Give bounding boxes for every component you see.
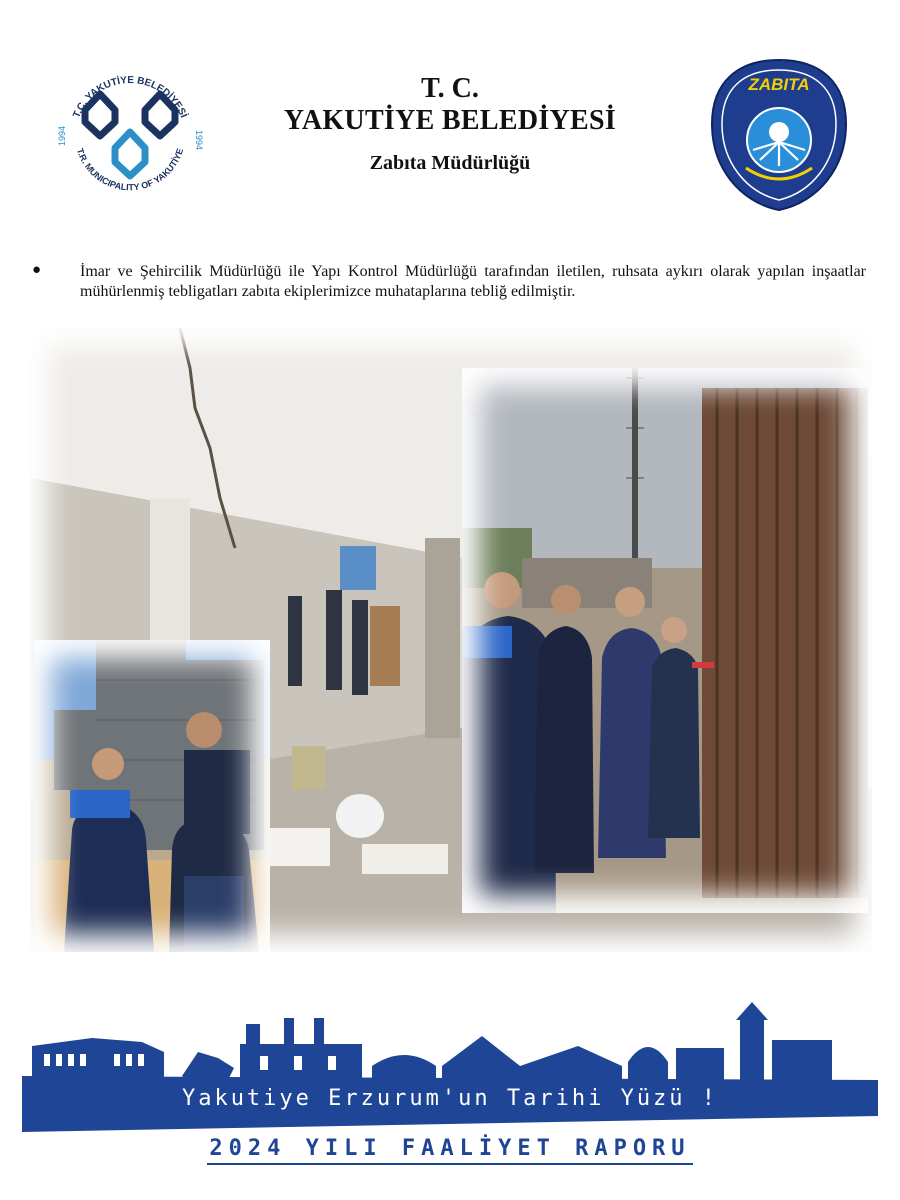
svg-text:1994: 1994 (194, 130, 204, 151)
svg-text:1994: 1994 (57, 125, 67, 146)
bullet-text: İmar ve Şehircilik Müdürlüğü ile Yapı Kontrol Müdürlüğü tarafından iletilen, ruhsata aykırı olarak yapılan inşaatlar mühürlenmiş tebligatları zabıta ekiplerimizce muhataplarına tebliğ edilmiştir. (80, 263, 866, 300)
city-skyline-banner (22, 996, 878, 1132)
svg-text:T.R. MUNICIPALITY OF YAKUTİYE: T.R. MUNICIPALITY OF YAKUTİYE (74, 147, 186, 193)
corrugated-wall-sealing-photo (462, 368, 868, 913)
zabita-badge-logo (708, 56, 850, 214)
banner-slogan: Yakutiye Erzurum'un Tarihi Yüzü ! (181, 1086, 719, 1111)
header-municipality-name: YAKUTİYE BELEDİYESİ (283, 105, 617, 136)
header-line-tc: T. C. (421, 73, 479, 104)
bullet-marker: ● (32, 262, 42, 278)
brick-sealing-photo (34, 640, 270, 952)
header-department: Zabıta Müdürlüğü (369, 152, 531, 174)
document-header (250, 74, 650, 175)
report-title-text: 2024 YILI FAALİYET RAPORU (207, 1136, 692, 1165)
photo-collage (30, 328, 872, 952)
municipality-logo (55, 58, 205, 218)
svg-text:ZABITA: ZABITA (748, 75, 810, 94)
svg-text:T.C. YAKUTİYE BELEDİYESİ: T.C. YAKUTİYE BELEDİYESİ (71, 74, 189, 120)
report-title (0, 1136, 900, 1161)
